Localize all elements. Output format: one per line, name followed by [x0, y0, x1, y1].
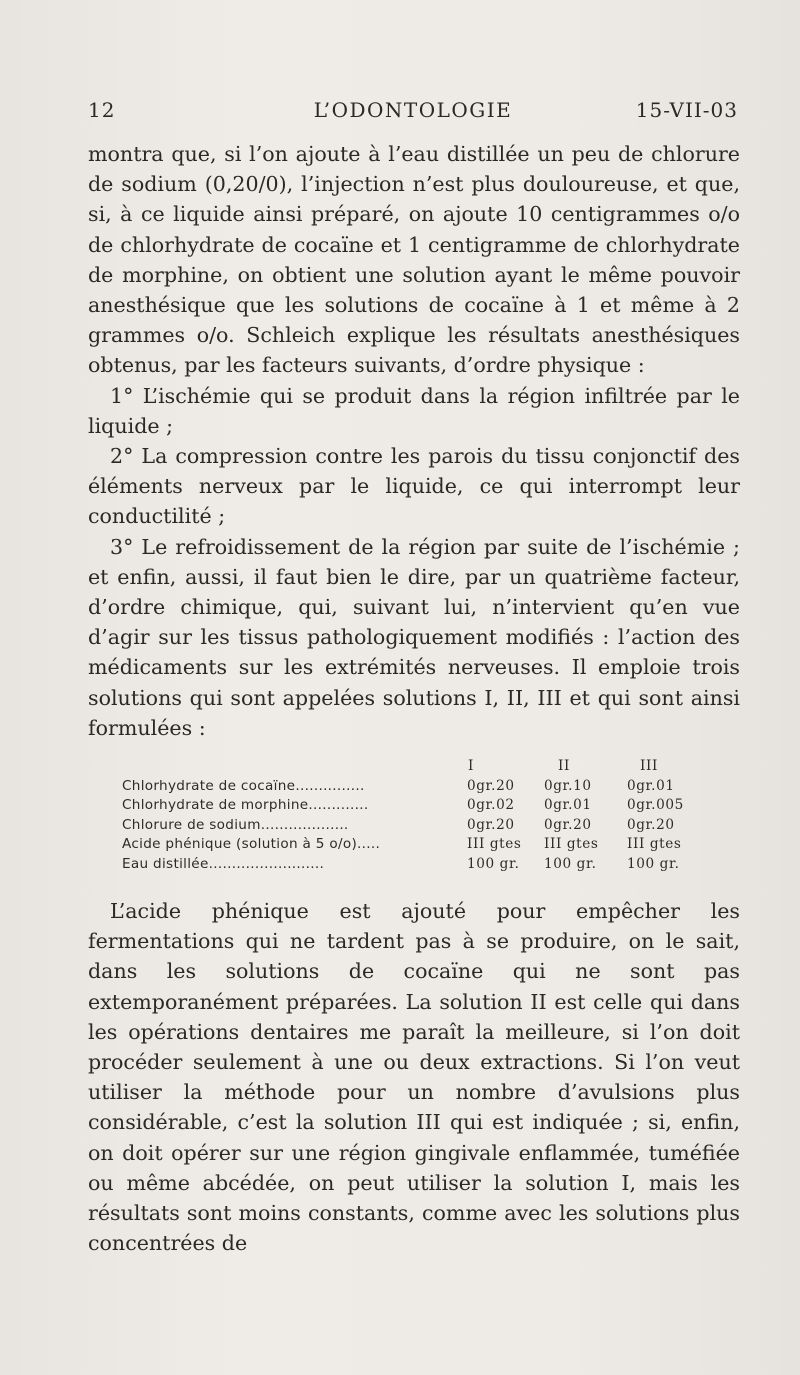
dose-cell: 0gr.20	[544, 816, 592, 833]
ingredient-label: Chlorure de sodium...................	[122, 816, 349, 833]
table-row	[122, 835, 722, 855]
dose-cell: 0gr.005	[627, 797, 684, 813]
dose-cell: 0gr.20	[467, 816, 515, 833]
dose-cell: 0gr.10	[544, 777, 592, 794]
issue-date: 15-VII-03	[635, 98, 738, 122]
dose-cell: 100 gr.	[627, 855, 680, 872]
paragraph-item-2: 2° La compression contre les parois du tissu conjonctif des éléments nerveux par le liquide, ce qui interrompt leur conductilité ;	[88, 444, 740, 529]
paragraph: L’acide phénique est ajouté pour empêcher les fermentations qui ne tardent pas à se produire, on le sait, dans les solutions de cocaïne qui ne sont pas extemporanément préparées. La solution II est celle qui dans les opérations dentaires me paraît la meilleure, si l’on doit procéder seulement à une ou deux extractions. Si l’on veut utiliser la méthode pour un nombre d’avulsions plus considérable, c’est la solution III qui est indiquée ; si, enfin, on doit opérer sur une région gingivale enflammée, tuméfiée ou même abcédée, on peut utiliser la solution I, mais les résultats sont moins constants, comme avec les solutions plus concentrées de	[88, 899, 740, 1256]
ingredient-label: Acide phénique (solution à 5 o/o).....	[122, 836, 381, 852]
paragraph-item-3: 3° Le refroidissement de la région par suite de l’ischémie ; et enfin, aussi, il faut bien le dire, par un quatrième facteur, d’ordre chimique, qui, suivant lui, n’intervient qu’en vue d’agir sur les tissus pathologiquement modifiés : l’action des médicaments sur les extrémités nerveuses. Il emploie trois solutions qui sont appelées solutions I, II, III et qui sont ainsi formulées :	[88, 534, 740, 740]
paragraph: montra que, si l’on ajoute à l’eau distillée un peu de chlorure de sodium (0,20/0), l’injection n’est plus douloureuse, et que, si, à ce liquide ainsi préparé, on ajoute 10 centigrammes o/o de chlorhydrate de cocaïne et 1 centigramme de chlorhydrate de morphine, on obtient une solution ayant le même pouvoir anesthésique que les solutions de cocaïne à 1 et même à 2 grammes o/o. Schleich explique les résultats anesthésiques obtenus, par les facteurs suivants, d’ordre physique :	[88, 142, 740, 378]
body-text-upper	[88, 139, 740, 743]
dose-cell: 0gr.02	[467, 797, 515, 813]
dose-cell: 100 gr.	[467, 855, 520, 872]
page-header	[88, 98, 738, 128]
ingredient-label: Chlorhydrate de morphine.............	[122, 797, 369, 813]
dose-cell: 0gr.20	[627, 816, 675, 833]
dose-cell: 0gr.01	[627, 777, 675, 794]
formula-header-row	[122, 757, 722, 777]
running-title: L’ODONTOLOGIE	[313, 98, 513, 122]
dose-cell: III gtes	[627, 836, 682, 852]
table-row	[122, 796, 722, 816]
table-row	[122, 855, 722, 875]
column-header-III: III	[640, 758, 658, 774]
dose-cell: 100 gr.	[544, 855, 597, 872]
column-header-I: I	[468, 758, 474, 774]
table-row	[122, 816, 722, 836]
body-text-lower	[88, 896, 740, 1258]
ingredient-label: Eau distillée.........................	[122, 855, 325, 872]
paragraph-item-1: 1° L’ischémie qui se produit dans la région infiltrée par le liquide ;	[88, 383, 740, 438]
dose-cell: III gtes	[467, 836, 522, 852]
dose-cell: 0gr.01	[544, 797, 592, 813]
page-number: 12	[88, 98, 116, 122]
dose-cell: III gtes	[544, 836, 599, 852]
column-header-II: II	[558, 758, 570, 774]
ingredient-label: Chlorhydrate de cocaïne...............	[122, 777, 365, 794]
formula-table	[122, 757, 722, 874]
dose-cell: 0gr.20	[467, 777, 515, 794]
table-row	[122, 777, 722, 797]
